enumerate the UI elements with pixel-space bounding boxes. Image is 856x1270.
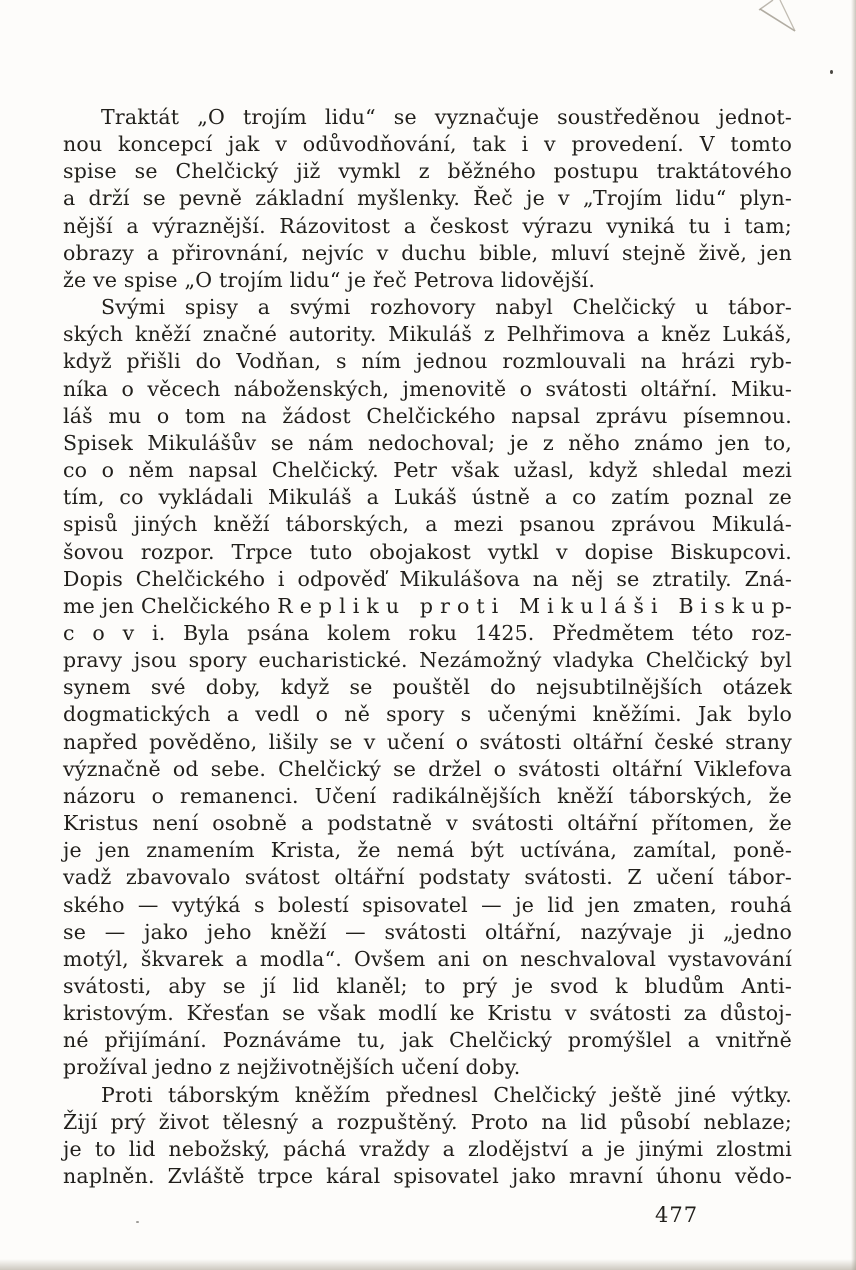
page-edge-shadow-right [851,0,856,1270]
text-line: a drží se pevně základní myšlenky. Řeč je v „Trojím lidu“ plyn- [63,186,792,211]
scan-corner-artifact [745,0,815,45]
text-line: šovou rozpor. Trpce tuto obojakost vytkl v dopise Biskupcovi. [63,539,792,564]
text-line: obrazy a přirovnání, nejvíc v duchu bible, mluví stejně živě, jen [63,240,792,265]
text-line: napřed pověděno, lišily se v učení o svátosti oltářní české strany [63,729,792,754]
text-line: synem své doby, když se pouštěl do nejsubtilnějších otázek [63,675,792,700]
text-line: Spisek Mikulášův se nám nedochoval; je z něho známo jen to, [63,430,792,455]
text-line: se — jako jeho kněží — svátosti oltářní, nazývaje ji „jedno [63,919,792,944]
scan-speck [830,70,833,74]
text-line: ských kněží značné autority. Mikuláš z Pelhřimova a kněz Lukáš, [63,322,792,347]
text-line: Traktát „O trojím lidu“ se vyznačuje soustředěnou jednot- [101,105,792,129]
text-line: c o v i. Byla psána kolem roku 1425. Předmětem této roz- [63,620,792,645]
text-line: je to lid nebožský, páchá vraždy a zlodějství a je jinými zlostmi [63,1136,792,1161]
text-line: naplněn. Zvláště trpce káral spisovatel jako mravní úhonu vědo- [63,1164,792,1189]
text-line: Svými spisy a svými rozhovory nabyl Chelčický u tábor- [101,295,792,320]
text-line: že ve spise „O trojím lidu“ je řeč Petrova lidovější. [63,267,596,292]
text-line: co o něm napsal Chelčický. Petr však užasl, když shledal mezi [63,458,792,483]
text-line: když přišli do Vodňan, s ním jednou rozmlouvali na hrázi ryb- [63,349,792,374]
text-line: dogmatických a vedl o ně spory s učenými kněžími. Jak bylo [63,702,792,727]
text-line: kristovým. Křesťan se však modlí ke Kristu v svátosti za důstoj- [63,1001,792,1026]
text-line: níka o věcech náboženských, jmenovitě o svátosti oltářní. Miku- [63,376,792,401]
text-line: význačně od sebe. Chelčický se držel o svátosti oltářní Viklefova [63,756,792,781]
text-line: spise se Chelčický již vymkl z běžného postupu traktátového [63,159,792,184]
text-line: tím, co vykládali Mikuláš a Lukáš ústně a co zatím poznal ze [63,485,792,510]
text-line: Proti táborským kněžím přednesl Chelčický ještě jiné výtky. [101,1082,792,1107]
text-line: pravy jsou spory eucharistické. Nezámožný vladyka Chelčický byl [63,648,792,673]
text-line: né přijímání. Poznáváme tu, jak Chelčický promýšlel a vnitřně [63,1028,792,1053]
text-line: Kristus není osobně a podstatně v svátosti oltářní přítomen, že [63,811,792,836]
text-line: Žijí prý život tělesný a rozpuštěný. Proto na lid působí neblaze; [63,1109,792,1134]
text-line: prožíval jedno z nejživotnějších učení doby. [63,1055,521,1080]
scan-speck [136,1221,139,1223]
text-line: láš mu o tom na žádost Chelčického napsal zprávu písemnou. [63,403,792,428]
text-line: nou koncepcí jak v odůvodňování, tak i v provedení. V tomto [63,132,792,157]
page-number: 477 [655,1203,699,1227]
text-line: nější a výraznější. Rázovitost a českost výrazu vyniká tu i tam; [63,213,792,238]
page-text-body [63,104,792,1190]
text-line: me jen Chelčického R e p l i k u p r o t i M i k u l á š i B i s k u p- [63,593,792,618]
text-line: spisů jiných kněží táborských, a mezi psanou zprávou Mikulá- [63,512,792,537]
text-line: svátosti, aby se jí lid klaněl; to prý je svod k bludům Anti- [63,974,792,998]
page-edge-shadow-bottom [0,1259,856,1270]
text-line: motýl, škvarek a modla“. Ovšem ani on neschvaloval vystavování [63,946,792,971]
text-line: Dopis Chelčického i odpověď Mikulášova na něj se ztratily. Zná- [63,566,792,591]
text-line: je jen znamením Krista, že nemá být uctívána, zamítal, poně- [63,838,792,863]
text-line: vadž zbavovalo svátost oltářní podstaty svátosti. Z učení tábor- [63,865,792,890]
text-line: ského — vytýká s bolestí spisovatel — je lid jen zmaten, rouhá [63,892,792,917]
text-line: názoru o remanenci. Učení radikálnějších kněží táborských, že [63,783,792,808]
